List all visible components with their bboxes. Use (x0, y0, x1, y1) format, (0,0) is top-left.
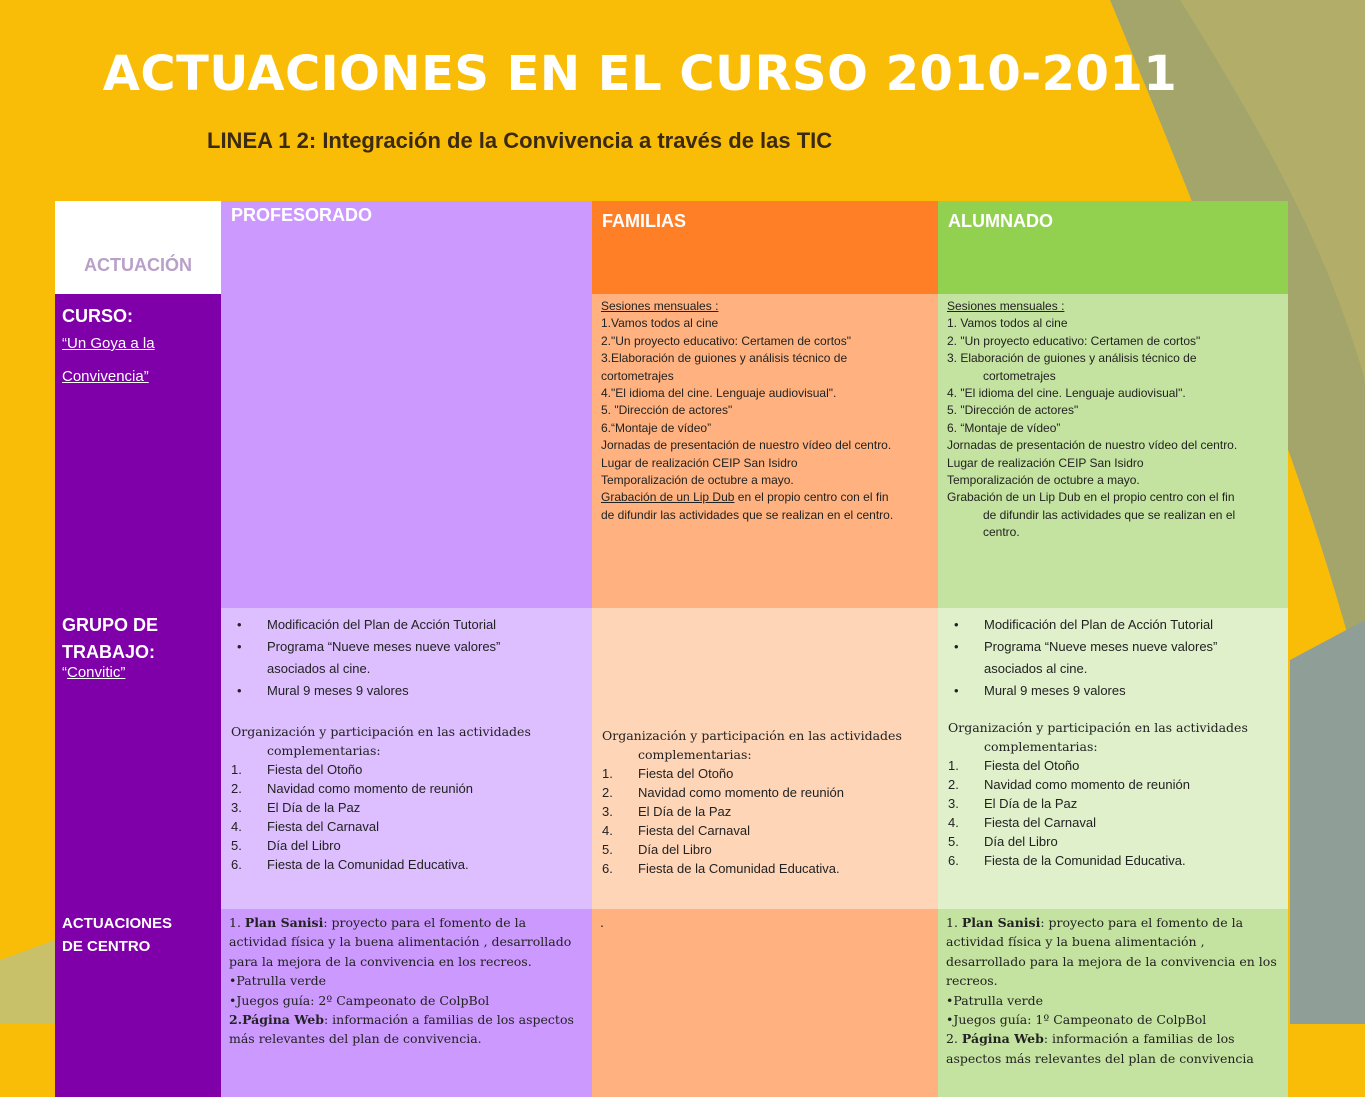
bullet-item: • Modificación del Plan de Acción Tutorial (948, 614, 1278, 636)
session-item: 1. Vamos todos al cine (947, 316, 1068, 331)
row-curso (55, 294, 1288, 608)
empty-dot: . (600, 915, 604, 930)
session-item: 2. "Un proyecto educativo: Certamen de cortos" (947, 333, 1201, 348)
session-item: 6.“Montaje de vídeo” (601, 420, 712, 435)
list-item: 3. El Día de la Paz (602, 804, 732, 819)
header-row (55, 201, 1288, 294)
info-line: de difundir las actividades que se realizan en el (983, 507, 1236, 522)
session-item: cortometrajes (983, 368, 1056, 383)
list-item: 5. Día del Libro (231, 838, 341, 853)
page-title: ACTUACIONES EN EL CURSO 2010-2011 (102, 46, 1178, 102)
page-subtitle: LINEA 1 2: Integración de la Convivencia a través de las TIC (207, 128, 833, 153)
row-actuaciones-centro (55, 909, 1288, 1097)
info-line: Jornadas de presentación de nuestro vídeo del centro. (601, 438, 892, 453)
session-item: 2."Un proyecto educativo: Certamen de cortos" (601, 333, 851, 348)
header-familias: FAMILIAS (592, 201, 938, 294)
list-item: 4. Fiesta del Carnaval (948, 815, 1096, 830)
bullet-item: • Programa “Nueve meses nueve valores” (231, 636, 582, 658)
curso-familias-cell (592, 294, 938, 608)
bullet-item: • Mural 9 meses 9 valores (948, 680, 1278, 702)
info-line: Temporalización de octubre a mayo. (947, 473, 1140, 488)
bullet-item: • Programa “Nueve meses nueve valores” (948, 636, 1278, 658)
info-line: Grabación de un Lip Dub en el propio centro con el fin (947, 490, 1235, 505)
plan-sanisi-item: 1. Plan Sanisi: proyecto para el fomento de la actividad física y la buena alimentación , desarrollado para la mejora de la convivencia en los recreos. (946, 915, 1277, 989)
centro-familias-cell (592, 909, 938, 1097)
sessions-heading: Sesiones mensuales : (947, 299, 1065, 313)
session-item: 4."El idioma del cine. Lenguaje audiovisual". (601, 386, 837, 401)
row-grupo-trabajo (55, 608, 1288, 909)
lip-dub-link[interactable]: Grabación de un Lip Dub (601, 490, 735, 505)
list-item: 1. Fiesta del Otoño (602, 766, 734, 781)
list-item: 3. El Día de la Paz (948, 796, 1078, 811)
info-line (601, 489, 930, 506)
curso-link-line1[interactable]: “Un Goya a la (62, 335, 155, 352)
list-item: 4. Fiesta del Carnaval (231, 819, 379, 834)
pagina-web-item: 2. Página Web: información a familias de los aspectos más relevantes del plan de convivencia (946, 1031, 1254, 1066)
row-label-curso (55, 294, 221, 608)
grupo-familias-cell (592, 608, 938, 909)
session-item: 1.Vamos todos al cine (601, 316, 719, 331)
patrulla-verde-item: •Patrulla verde (229, 973, 326, 989)
list-item: 2. Navidad como momento de reunión (231, 781, 473, 796)
list-item: 2. Navidad como momento de reunión (948, 777, 1190, 792)
list-item: 6. Fiesta de la Comunidad Educativa. (602, 861, 840, 876)
header-profesorado: PROFESORADO (221, 201, 592, 294)
info-line: Jornadas de presentación de nuestro vídeo del centro. (947, 438, 1238, 453)
org-heading: Organización y participación en las actividades (231, 724, 531, 739)
centro-profesorado-cell (221, 909, 592, 1097)
list-item: 1. Fiesta del Otoño (231, 762, 363, 777)
curso-alumnado-cell (938, 294, 1288, 608)
grupo-label-line1: GRUPO DE (62, 615, 159, 635)
actions-table (55, 201, 1288, 1066)
bullet-item: • Mural 9 meses 9 valores (231, 680, 582, 702)
list-item: 6. Fiesta de la Comunidad Educativa. (231, 857, 469, 872)
header-alumnado: ALUMNADO (938, 201, 1288, 294)
info-line: Lugar de realización CEIP San Isidro (947, 455, 1144, 470)
convitic-line (62, 664, 125, 681)
plan-sanisi-item: 1. Plan Sanisi: proyecto para el fomento de la actividad física y la buena alimentación , desarrollado para la mejora de la convivencia en los recreos. (229, 915, 572, 969)
session-item: 6. “Montaje de vídeo” (947, 420, 1061, 435)
row-label-centro (55, 909, 221, 1097)
convitic-link[interactable]: Convitic” (67, 664, 126, 681)
grupo-alumnado-cell (938, 608, 1288, 909)
org-heading-cont: complementarias: (638, 747, 752, 762)
list-item: 1. Fiesta del Otoño (948, 758, 1080, 773)
grupo-label-line2: TRABAJO: (62, 642, 155, 662)
info-line: Temporalización de octubre a mayo. (601, 473, 794, 488)
session-item: 4. "El idioma del cine. Lenguaje audiovisual". (947, 386, 1186, 401)
session-item: 3.Elaboración de guiones y análisis técnico de (601, 351, 848, 366)
curso-profesorado-cell (221, 294, 592, 608)
curso-label: CURSO: (62, 306, 133, 326)
list-item: 2. Navidad como momento de reunión (602, 785, 844, 800)
curso-link-line2[interactable]: Convivencia” (62, 368, 149, 385)
org-heading-cont: complementarias: (984, 739, 1098, 754)
patrulla-verde-item: •Patrulla verde (946, 992, 1043, 1008)
juegos-guia-item: •Juegos guía: 2º Campeonato de ColpBol (229, 992, 490, 1008)
bullet-item: • Modificación del Plan de Acción Tutorial (231, 614, 582, 636)
grupo-profesorado-cell (221, 608, 592, 909)
bullet-continuation: asociados al cine. (984, 661, 1088, 676)
org-heading: Organización y participación en las actividades (948, 720, 1248, 735)
row-label-grupo (55, 608, 221, 909)
convitic-quote: “ (62, 664, 67, 681)
session-item: 5. "Dirección de actores" (947, 403, 1079, 418)
sessions-heading: Sesiones mensuales : (601, 299, 719, 313)
info-line: de difundir las actividades que se realizan en el centro. (601, 507, 894, 522)
session-item: 3. Elaboración de guiones y análisis técnico de (947, 351, 1197, 366)
info-line: centro. (983, 525, 1020, 540)
bullet-continuation: asociados al cine. (267, 661, 371, 676)
centro-alumnado-cell (938, 909, 1288, 1097)
list-item: 3. El Día de la Paz (231, 800, 361, 815)
list-item: 4. Fiesta del Carnaval (602, 823, 750, 838)
session-item: cortometrajes (601, 368, 674, 383)
info-line: Lugar de realización CEIP San Isidro (601, 455, 798, 470)
pagina-web-item: 2.Página Web: información a familias de los aspectos más relevantes del plan de convivencia. (229, 1012, 574, 1047)
lip-dub-text: en el propio centro con el fin (734, 490, 889, 505)
session-item: 5. "Dirección de actores" (601, 403, 733, 418)
header-actuacion: ACTUACIÓN (55, 201, 221, 294)
list-item: 5. Día del Libro (948, 834, 1058, 849)
list-item: 5. Día del Libro (602, 842, 712, 857)
org-heading: Organización y participación en las actividades (602, 728, 902, 743)
centro-label-line2: DE CENTRO (62, 938, 151, 955)
org-heading-cont: complementarias: (267, 743, 381, 758)
list-item: 6. Fiesta de la Comunidad Educativa. (948, 853, 1186, 868)
juegos-guia-item: •Juegos guía: 1º Campeonato de ColpBol (946, 1012, 1207, 1028)
centro-label-line1: ACTUACIONES (62, 915, 173, 932)
